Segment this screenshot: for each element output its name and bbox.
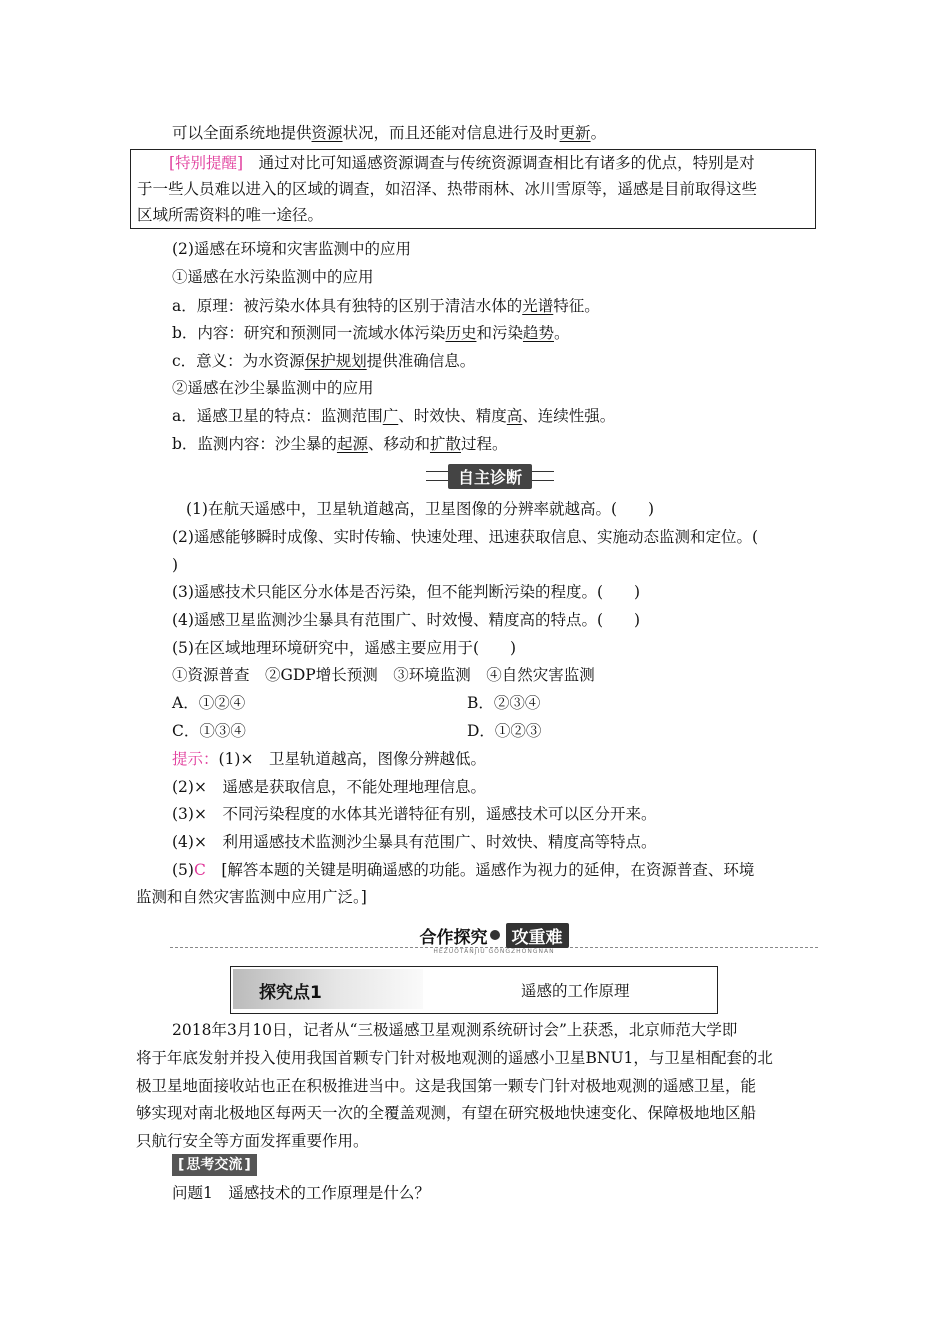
question: (3)遥感技术只能区分水体是否污染，但不能判断污染的程度。( ) bbox=[172, 583, 641, 601]
question: (1)在航天遥感中，卫星轨道越高，卫星图像的分辨率就越高。( ) bbox=[186, 500, 655, 518]
underlined-term: 资源 bbox=[311, 124, 343, 142]
explore-tab-label: 探究点1 bbox=[259, 983, 322, 1003]
paragraph-line: 将于年底发射并投入使用我国首颗专门针对极地观测的遥感小卫星BNU1，与卫星相配套的北 bbox=[136, 1049, 773, 1067]
list-item: a．原理：被污染水体具有独特的区别于清洁水体的光谱特征。 bbox=[172, 297, 600, 315]
list-item: a．遥感卫星的特点：监测范围广、时效快、精度高、连续性强。 bbox=[172, 407, 616, 425]
list-item: c．意义：为水资源保护规划提供准确信息。 bbox=[172, 352, 476, 370]
option-b: B．②③④ bbox=[467, 694, 541, 712]
underlined-term: 更新 bbox=[559, 124, 591, 142]
paragraph-line: 极卫星地面接收站也正在积极推进当中。这是我国第一颗专门针对极地观测的遥感卫星，能 bbox=[136, 1077, 757, 1095]
hint-line: (4)× 利用遥感技术监测沙尘暴具有范围广、时效快、精度高等特点。 bbox=[172, 833, 657, 851]
section-heading: (2)遥感在环境和灾害监测中的应用 bbox=[172, 240, 411, 258]
bullet-icon bbox=[490, 930, 500, 940]
answer-letter: C bbox=[193, 861, 206, 879]
paragraph-line: 可以全面系统地提供资源状况，而且还能对信息进行及时更新。 bbox=[172, 124, 607, 142]
question: (5)在区域地理环境研究中，遥感主要应用于( ) bbox=[172, 639, 517, 657]
option-d: D．①②③ bbox=[467, 722, 542, 740]
explore-tab bbox=[233, 969, 423, 1009]
diagnosis-title: 自主诊断 bbox=[448, 464, 532, 489]
hint-label: 提示： bbox=[172, 750, 219, 768]
paragraph-line: 够实现对南北极地区每两天一次的全覆盖观测，有望在研究极地快速变化、保障极地地区船 bbox=[136, 1104, 757, 1122]
sub-heading: ①遥感在水污染监测中的应用 bbox=[172, 268, 374, 286]
coop-title: 合作探究 攻重难 bbox=[368, 921, 620, 949]
question-items: ①资源普查 ②GDP增长预测 ③环境监测 ④自然灾害监测 bbox=[172, 666, 595, 684]
paragraph-line: 2018年3月10日，记者从“三极遥感卫星观测系统研讨会”上获悉，北京师范大学即 bbox=[172, 1021, 738, 1039]
hint-line: (5)C [解答本题的关键是明确遥感的功能。遥感作为视力的延伸，在资源普查、环境 bbox=[172, 861, 755, 879]
hint-line: 提示：(1)× 卫星轨道越高，图像分辨越低。 bbox=[172, 750, 486, 768]
sub-heading: ②遥感在沙尘暴监测中的应用 bbox=[172, 379, 374, 397]
paragraph-line: 只航行安全等方面发挥重要作用。 bbox=[136, 1132, 369, 1150]
question-continued: ) bbox=[172, 556, 179, 574]
coop-subtitle: HEZUOTANJIU GONGZHONGNAN bbox=[433, 948, 555, 955]
option-a: A．①②④ bbox=[172, 694, 246, 712]
hint-line: (3)× 不同污染程度的水体其光谱特征有别，遥感技术可以区分开来。 bbox=[172, 805, 657, 823]
hint-line: 监测和自然灾害监测中应用广泛。] bbox=[136, 888, 367, 906]
special-tip-box: [特别提醒] 通过对比可知遥感资源调查与传统资源调查相比有诸多的优点，特别是对 于一些人员难以进入的区域的调查，如沼泽、热带雨林、冰川雪原等，遥感是目前取得这些 区域所需资料的唯一途径。 bbox=[130, 149, 816, 229]
banner-rule bbox=[532, 471, 554, 481]
list-item: b．监测内容：沙尘暴的起源、移动和扩散过程。 bbox=[172, 435, 508, 453]
explore-title: 遥感的工作原理 bbox=[521, 982, 630, 1000]
diagnosis-banner bbox=[420, 464, 560, 488]
coop-banner bbox=[170, 917, 818, 957]
hint-line: (2)× 遥感是获取信息，不能处理地理信息。 bbox=[172, 778, 486, 796]
banner-rule bbox=[426, 471, 448, 481]
question: (4)遥感卫星监测沙尘暴具有范围广、时效慢、精度高的特点。( ) bbox=[172, 611, 641, 629]
special-tip-label: [特别提醒] bbox=[169, 154, 244, 172]
question: 问题1 遥感技术的工作原理是什么？ bbox=[172, 1184, 430, 1202]
list-item: b．内容：研究和预测同一流域水体污染历史和污染趋势。 bbox=[172, 324, 570, 342]
question: (2)遥感能够瞬时成像、实时传输、快速处理、迅速获取信息、实施动态监测和定位。( bbox=[172, 528, 759, 546]
think-label: [ 思考交流 ] bbox=[172, 1154, 257, 1176]
option-c: C．①③④ bbox=[172, 722, 246, 740]
explore-point-box bbox=[230, 966, 718, 1014]
